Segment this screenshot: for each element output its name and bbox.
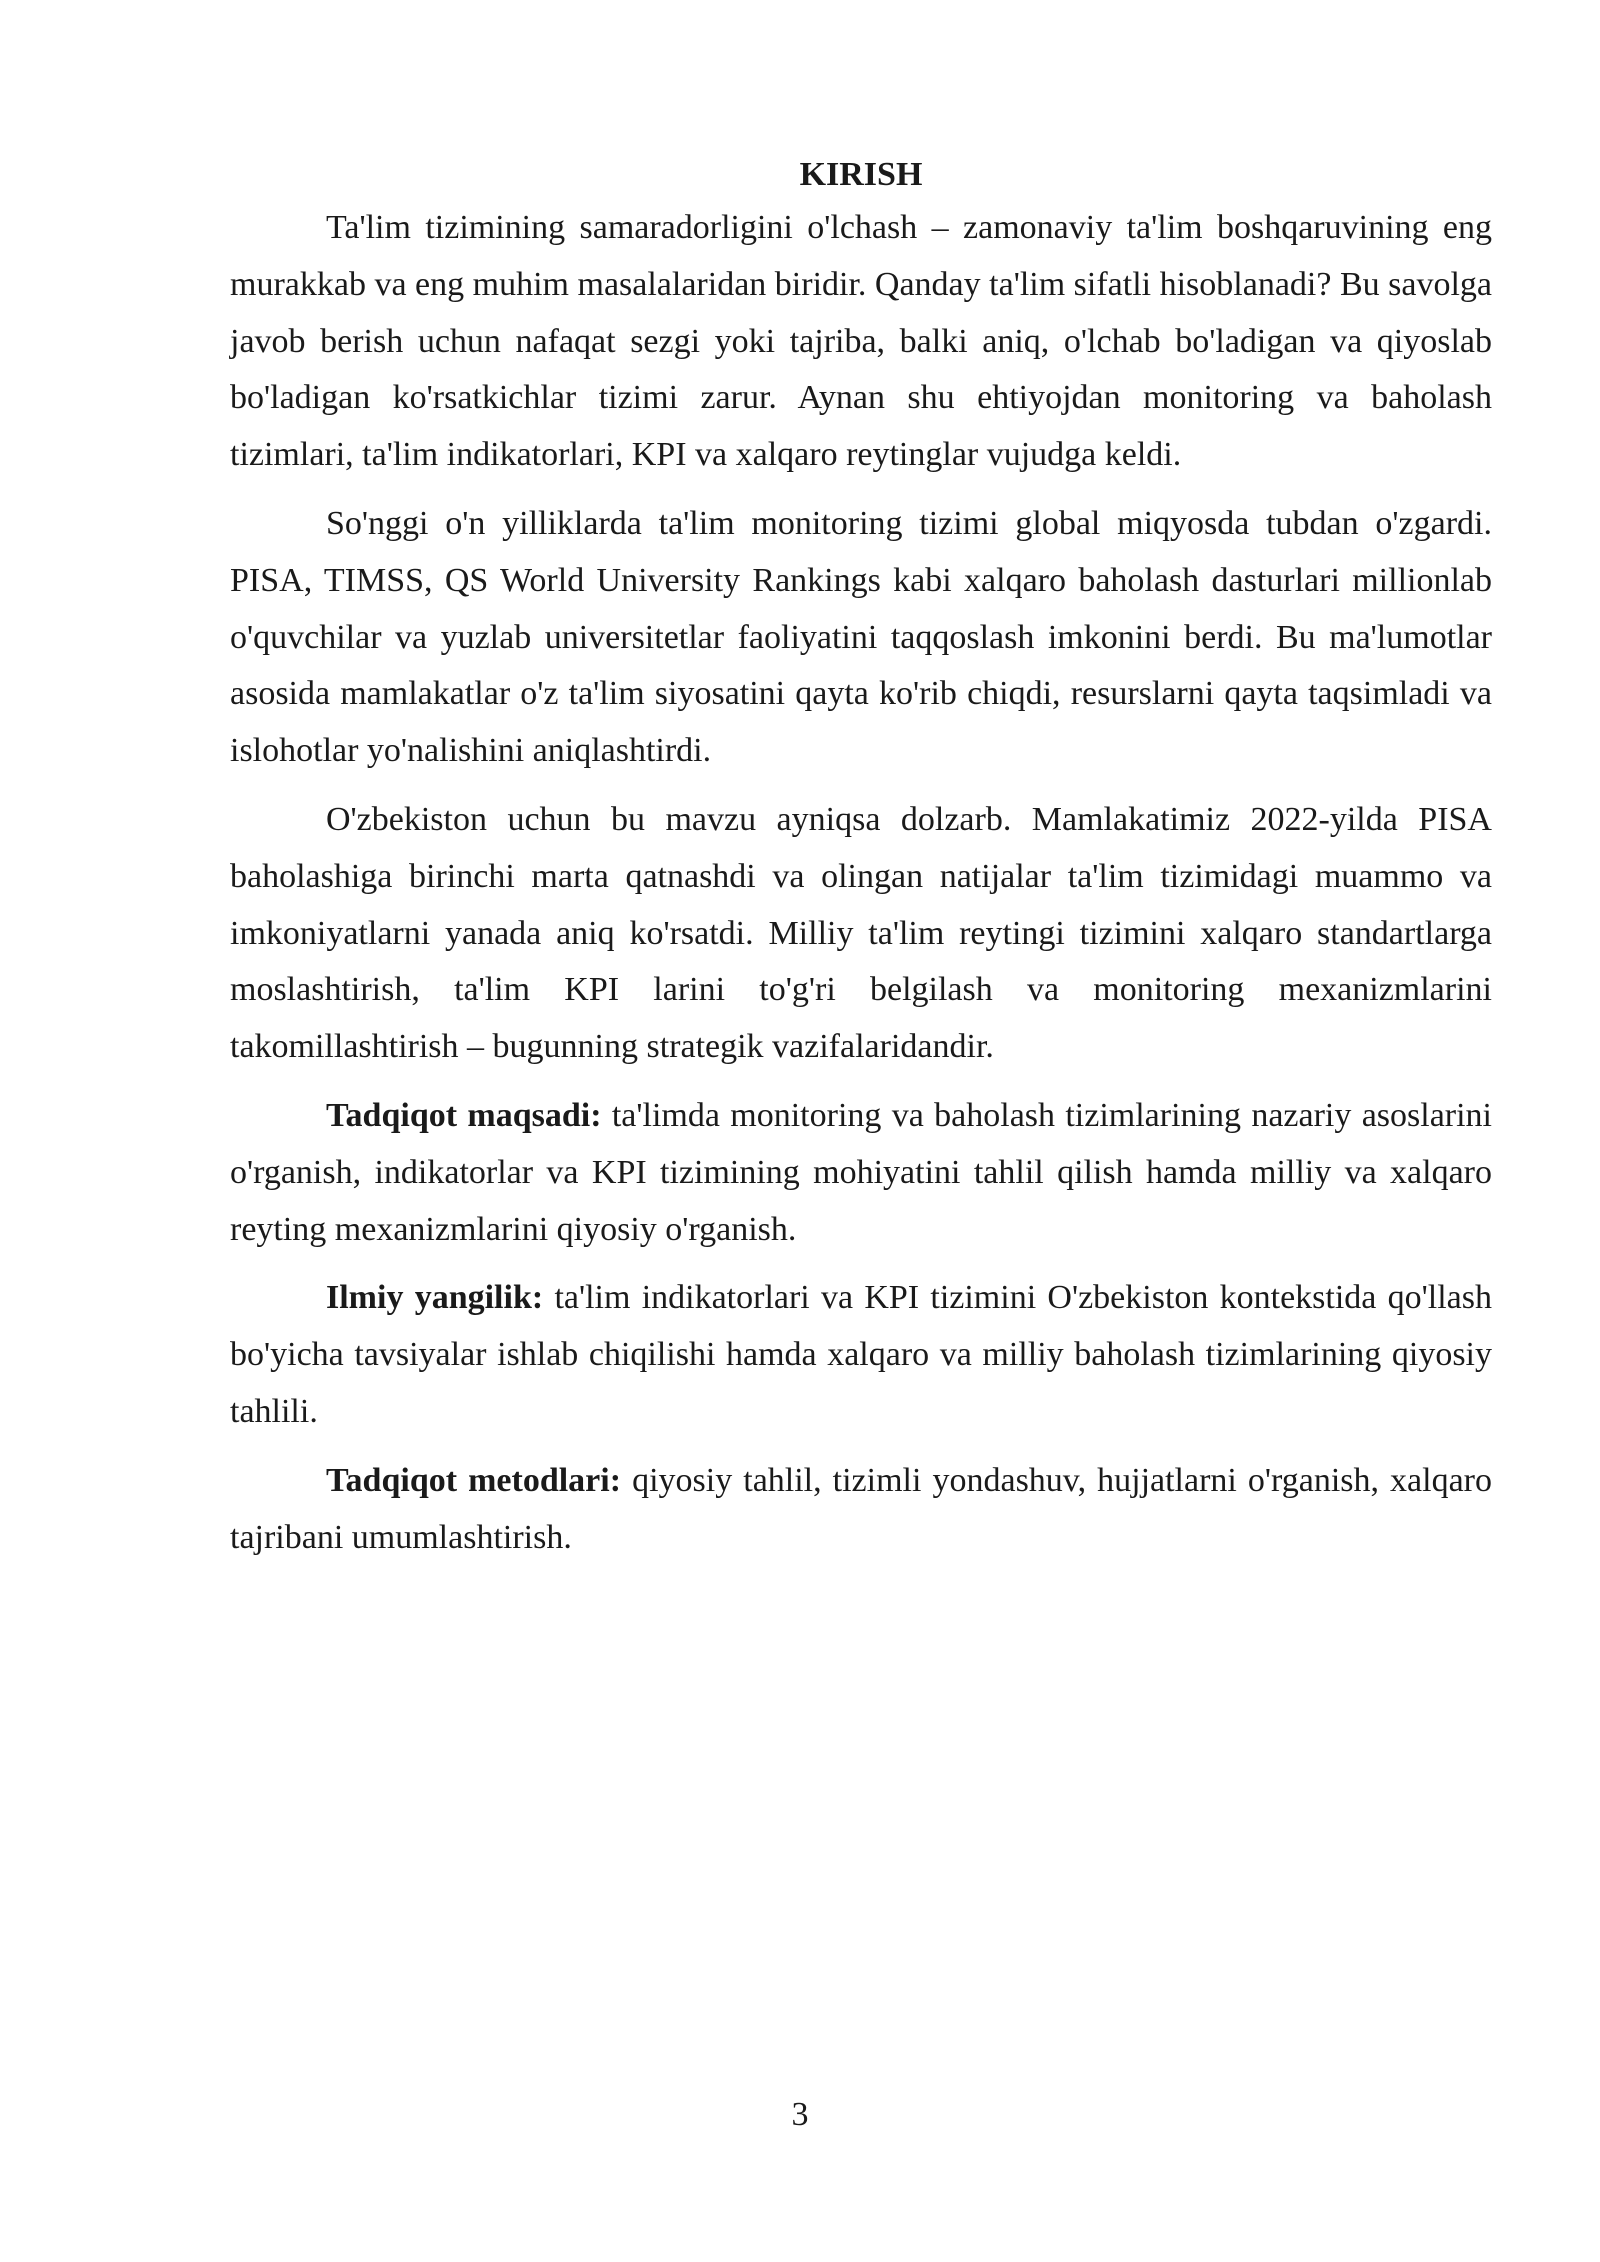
paragraph-lead: Ilmiy yangilik: — [326, 1279, 544, 1317]
paragraph-uzbekistan — [230, 792, 1492, 1076]
paragraph-text: ta'limda monitoring va baholash tizimlarining nazariy asoslarini o'rganish, indikatorlar va KPI tizimining mohiyatini tahlil qilish hamda milliy va xalqaro reyting mexanizmlarini qiyosiy o'rganish. — [230, 1096, 1492, 1248]
paragraph-research-goal — [230, 1088, 1492, 1258]
paragraph-text: O'zbekiston uchun bu mavzu ayniqsa dolzarb. Mamlakatimiz 2022-yilda PISA baholashiga birinchi marta qatnashdi va olingan natijalar ta'lim tizimidagi muammo va imkoniyatlarni yanada aniq ko'rsatdi. Milliy ta'lim reytingi tizimini xalqaro standartlarga moslashtirish, ta'lim KPI larini to'g'ri belgilash va monitoring mexanizmlarini takomillashtirish – bugunning strategik vazifalaridandir. — [230, 800, 1492, 1066]
page-number: 3 — [791, 2096, 809, 2133]
paragraph-lead: Tadqiqot maqsadi: — [326, 1096, 602, 1134]
paragraph-lead: Tadqiqot metodlari: — [326, 1461, 622, 1499]
paragraph-text: qiyosiy tahlil, tizimli yondashuv, hujjatlarni o'rganish, xalqaro tajribani umumlashtirish. — [230, 1461, 1492, 1556]
paragraph-text: So'nggi o'n yilliklarda ta'lim monitoring tizimi global miqyosda tubdan o'zgardi. PISA, TIMSS, QS World University Rankings kabi xalqaro baholash dasturlari millionlab o'quvchilar va yuzlab universitetlar faoliyatini taqqoslash imkonini berdi. Bu ma'lumotlar asosida mamlakatlar o'z ta'lim siyosatini qayta ko'rib chiqdi, resurslarni qayta taqsimladi va islohotlar yo'nalishini aniqlashtirdi. — [230, 504, 1492, 770]
paragraph-research-methods — [230, 1453, 1492, 1567]
paragraph-global-monitoring — [230, 496, 1492, 780]
paragraph-intro — [230, 200, 1492, 484]
page-title: KIRISH — [799, 156, 923, 193]
paragraph-text: ta'lim indikatorlari va KPI tizimini O'zbekiston kontekstida qo'llash bo'yicha tavsiyalar ishlab chiqilishi hamda xalqaro va milliy baholash tizimlarining qiyosiy tahlili. — [230, 1279, 1492, 1430]
paragraph-scientific-novelty — [230, 1270, 1492, 1440]
document-page — [230, 150, 1492, 1578]
paragraph-text: Ta'lim tizimining samaradorligini o'lchash – zamonaviy ta'lim boshqaruvining eng murakkab va eng muhim masalalaridan biridir. Qanday ta'lim sifatli hisoblanadi? Bu savolga javob berish uchun nafaqat sezgi yoki tajriba, balki aniq, o'lchab bo'ladigan va qiyoslab bo'ladigan ko'rsatkichlar tizimi zarur. Aynan shu ehtiyojdan monitoring va baholash tizimlari, ta'lim indikatorlari, KPI va xalqaro reytinglar vujudga keldi. — [230, 209, 1492, 474]
